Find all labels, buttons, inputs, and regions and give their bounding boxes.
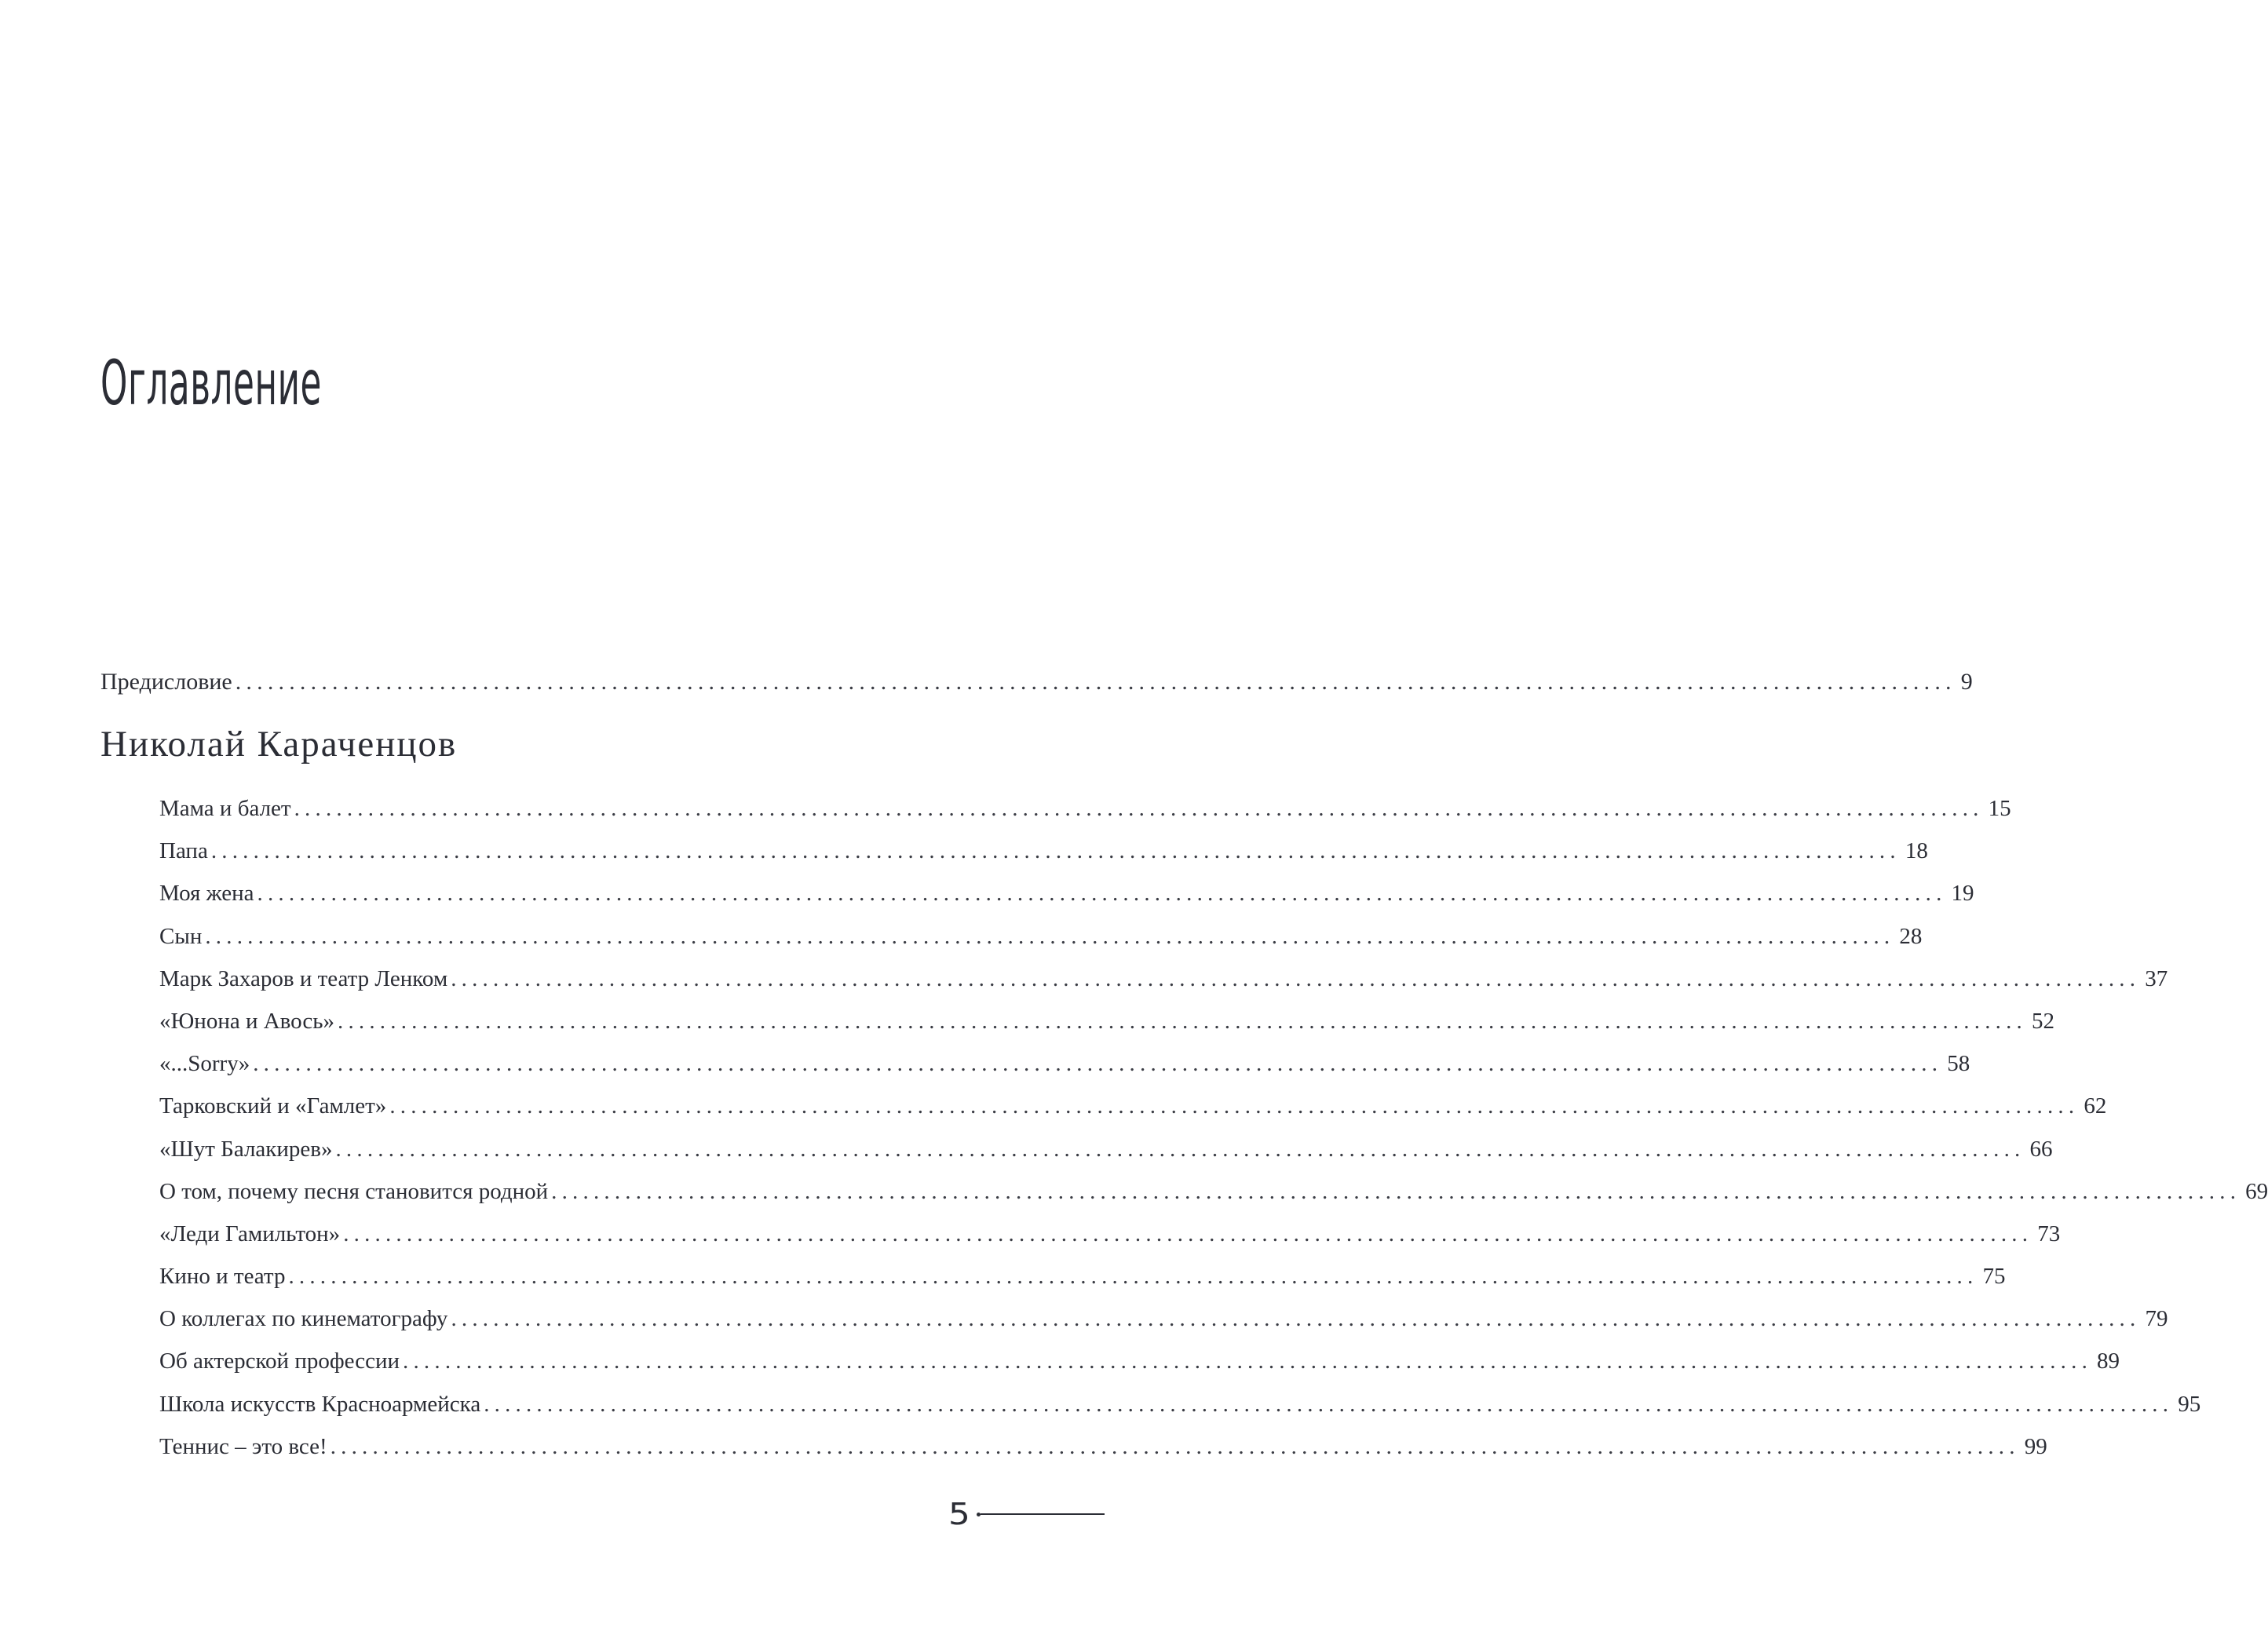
toc-entry-page: 99 bbox=[2024, 1433, 2047, 1459]
dot-leader: ................................................................................................................................................................ bbox=[294, 796, 1984, 821]
toc-entry-page: 19 bbox=[1951, 881, 1974, 907]
dot-leader: ................................................................................................................................................................ bbox=[338, 1008, 2027, 1034]
toc-entry-label: Школа искусств Красноармейска bbox=[159, 1391, 481, 1417]
dot-leader: ................................................................................................................................................................ bbox=[389, 1093, 2080, 1119]
toc-entry-label: Кино и театр bbox=[159, 1264, 286, 1290]
toc-entry-label: Мама и балет bbox=[159, 796, 291, 821]
dot-leader: ................................................................................................................................................................ bbox=[205, 923, 1895, 949]
toc-entry-label: О том, почему песня становится родной bbox=[159, 1178, 549, 1204]
toc-entry-page: 37 bbox=[2145, 965, 2168, 991]
toc-list bbox=[159, 795, 2268, 1476]
toc-entry[interactable] bbox=[159, 1008, 2054, 1050]
dot-leader: ................................................................................................................................................................ bbox=[451, 1306, 2141, 1332]
toc-entry-page: 18 bbox=[1905, 838, 1928, 864]
page-footer bbox=[948, 1499, 1105, 1529]
footer-rule bbox=[981, 1513, 1105, 1515]
toc-entry[interactable] bbox=[159, 1221, 2061, 1263]
toc-entry-label: Предисловие bbox=[100, 669, 232, 695]
page-number: 5 bbox=[948, 1497, 970, 1531]
toc-entry-page: 58 bbox=[1947, 1051, 1970, 1077]
toc-entry-label: Тарковский и «Гамлет» bbox=[159, 1093, 387, 1119]
dot-leader: ................................................................................................................................................................ bbox=[551, 1178, 2241, 1204]
toc-entry-label: Марк Захаров и театр Ленком bbox=[159, 965, 448, 991]
toc-entry-label: «Леди Гамильтон» bbox=[159, 1221, 341, 1246]
toc-entry-label: О коллегах по кинематографу bbox=[159, 1306, 448, 1332]
section-heading: Николай Караченцов bbox=[100, 724, 458, 765]
toc-entry-page: 73 bbox=[2037, 1221, 2061, 1246]
toc-entry-label: «...Sorry» bbox=[159, 1051, 250, 1077]
toc-entry[interactable] bbox=[159, 1050, 1970, 1093]
toc-entry-label: Теннис – это все! bbox=[159, 1433, 327, 1459]
toc-entry-page: 79 bbox=[2145, 1306, 2168, 1332]
dot-leader: ................................................................................................................................................................ bbox=[288, 1264, 1978, 1290]
toc-entry[interactable] bbox=[159, 923, 1923, 965]
dot-leader: ................................................................................................................................................................ bbox=[210, 838, 1901, 864]
toc-entry[interactable] bbox=[159, 1433, 2047, 1476]
toc-entry[interactable] bbox=[159, 965, 2168, 1008]
toc-entry-page: 9 bbox=[1960, 669, 1973, 695]
dot-leader: ................................................................................................................................................................ bbox=[330, 1433, 2020, 1459]
toc-entry[interactable] bbox=[159, 1178, 2268, 1221]
dot-leader: ................................................................................................................................................................ bbox=[235, 669, 1956, 695]
toc-entry[interactable] bbox=[159, 1263, 2006, 1305]
toc-entry-label: Сын bbox=[159, 923, 203, 949]
toc-entry-page: 66 bbox=[2029, 1136, 2053, 1162]
toc-entry[interactable] bbox=[159, 795, 2011, 838]
toc-entry[interactable] bbox=[159, 1093, 2107, 1135]
toc-entry[interactable] bbox=[159, 1136, 2053, 1178]
dot-leader: ................................................................................................................................................................ bbox=[343, 1221, 2033, 1246]
toc-entry-page: 75 bbox=[1982, 1264, 2006, 1290]
toc-entry[interactable] bbox=[159, 1348, 2120, 1390]
toc-entry-preface[interactable] bbox=[100, 669, 1973, 695]
toc-entry-page: 69 bbox=[2245, 1178, 2268, 1204]
toc-entry[interactable] bbox=[159, 1391, 2201, 1433]
toc-entry[interactable] bbox=[159, 838, 1928, 880]
dot-leader: ................................................................................................................................................................ bbox=[257, 881, 1947, 907]
toc-entry-label: Моя жена bbox=[159, 881, 254, 907]
toc-preface bbox=[100, 669, 1973, 695]
toc-entry-label: Папа bbox=[159, 838, 208, 864]
dot-leader: ................................................................................................................................................................ bbox=[451, 965, 2141, 991]
page-title: Оглавление bbox=[100, 349, 322, 419]
dot-leader: ................................................................................................................................................................ bbox=[335, 1136, 2025, 1162]
toc-entry-page: 95 bbox=[2178, 1391, 2201, 1417]
dot-leader: ................................................................................................................................................................ bbox=[484, 1391, 2174, 1417]
dot-leader: ................................................................................................................................................................ bbox=[253, 1051, 1943, 1077]
toc-entry-page: 89 bbox=[2097, 1349, 2120, 1374]
toc-entry-label: «Шут Балакирев» bbox=[159, 1136, 333, 1162]
toc-entry-page: 52 bbox=[2032, 1008, 2054, 1034]
toc-entry-page: 15 bbox=[1988, 796, 2011, 821]
toc-entry-label: Об актерской профессии bbox=[159, 1349, 400, 1374]
toc-entry[interactable] bbox=[159, 1305, 2168, 1348]
toc-entry-page: 28 bbox=[1899, 923, 1923, 949]
toc-entry-page: 62 bbox=[2084, 1093, 2107, 1119]
toc-entry[interactable] bbox=[159, 880, 1974, 922]
dot-leader: ................................................................................................................................................................ bbox=[403, 1349, 2093, 1374]
toc-entry-label: «Юнона и Авось» bbox=[159, 1008, 334, 1034]
